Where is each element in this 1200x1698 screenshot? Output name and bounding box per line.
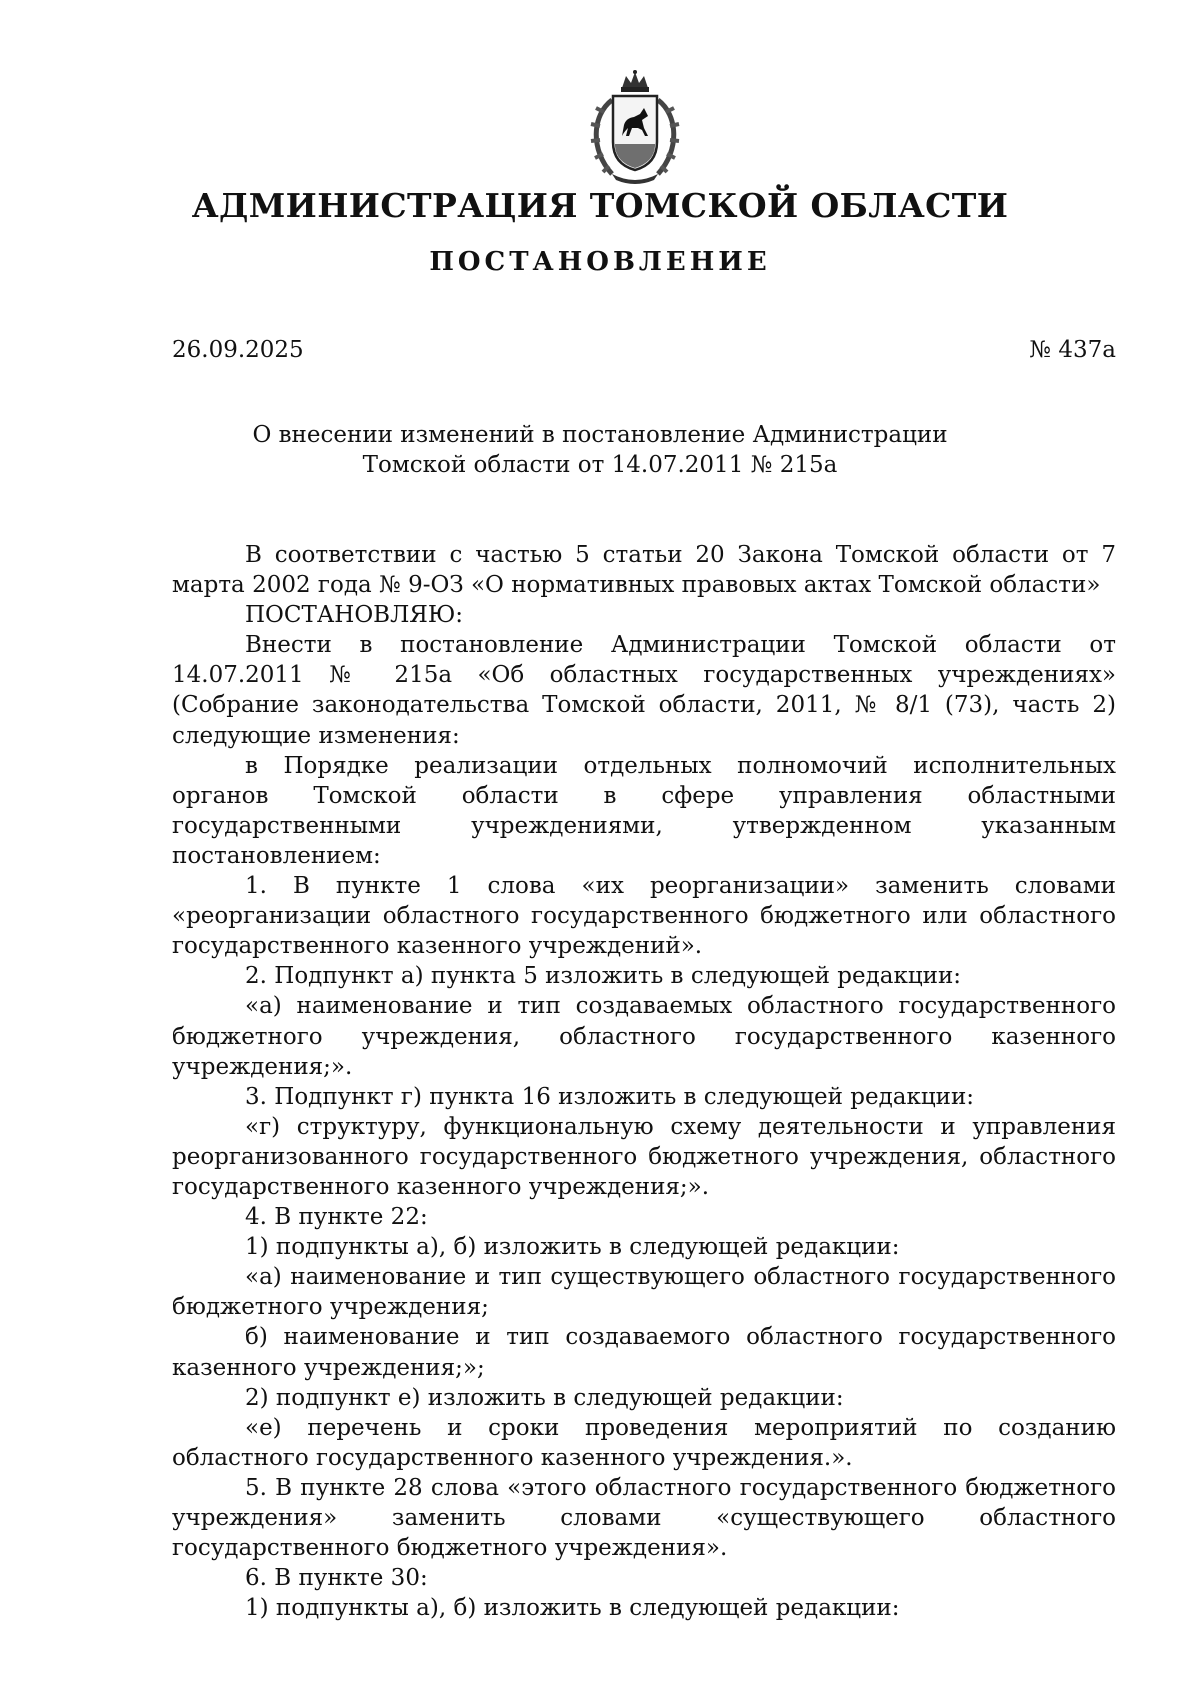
paragraph: 4. В пункте 22: <box>245 1204 428 1231</box>
document-body <box>172 540 1116 1623</box>
paragraph: В соответствии с частью 5 статьи 20 Закона Томской области от 7 марта 2002 года № 9-ОЗ «О нормативных правовых актах Томской области» <box>172 542 1116 599</box>
document-number: № 437а <box>1029 337 1116 363</box>
document-type-title: ПОСТАНОВЛЕНИЕ <box>429 247 771 277</box>
paragraph: 1) подпункты а), б) изложить в следующей редакции: <box>245 1595 900 1622</box>
paragraph: Внести в постановление Администрации Томской области от 14.07.2011 № 215а «Об областных государственных учреждениях» (Собрание законодательства Томской области, 2011, № 8/1 (73), часть 2) следующие изменения: <box>172 632 1116 749</box>
paragraph: «а) наименование и тип создаваемых областного государственного бюджетного учреждения, областного государственного казенного учреждения;». <box>172 993 1116 1080</box>
paragraph: в Порядке реализации отдельных полномочий исполнительных органов Томской области в сфере управления областными государственными учреждениями, утвержденном указанным постановлением: <box>172 752 1116 869</box>
paragraph: 2. Подпункт а) пункта 5 изложить в следующей редакции: <box>245 963 962 990</box>
organization-title: АДМИНИСТРАЦИЯ ТОМСКОЙ ОБЛАСТИ <box>191 186 1009 225</box>
paragraph: «е) перечень и сроки проведения мероприятий по созданию областного государственного казенного учреждения.». <box>172 1414 1116 1471</box>
paragraph: 6. В пункте 30: <box>245 1565 428 1592</box>
subject-line-2: Томской области от 14.07.2011 № 215а <box>362 452 838 478</box>
subject-line-1: О внесении изменений в постановление Администрации <box>252 422 948 448</box>
paragraph: 1) подпункты а), б) изложить в следующей редакции: <box>245 1234 900 1261</box>
paragraph: 3. Подпункт г) пункта 16 изложить в следующей редакции: <box>245 1083 975 1110</box>
paragraph: 5. В пункте 28 слова «этого областного государственного бюджетного учреждения» заменить словами «существующего областного государственного бюджетного учреждения». <box>172 1474 1116 1562</box>
document-subject <box>0 420 1200 480</box>
paragraph: «а) наименование и тип существующего областного государственного бюджетного учреждения; <box>172 1264 1116 1321</box>
paragraph: 1. В пункте 1 слова «их реорганизации» заменить словами «реорганизации областного государственного бюджетного или областного государственного казенного учреждений». <box>172 873 1116 960</box>
paragraph: б) наименование и тип создаваемого областного государственного казенного учреждения;»; <box>172 1324 1116 1381</box>
document-date: 26.09.2025 <box>172 337 304 363</box>
paragraph: 2) подпункт е) изложить в следующей редакции: <box>245 1384 844 1411</box>
paragraph: «г) структуру, функциональную схему деятельности и управления реорганизованного государственного бюджетного учреждения, областного государственного казенного учреждения;». <box>172 1113 1116 1200</box>
coat-of-arms-icon <box>582 70 688 188</box>
paragraph: ПОСТАНОВЛЯЮ: <box>245 602 464 629</box>
